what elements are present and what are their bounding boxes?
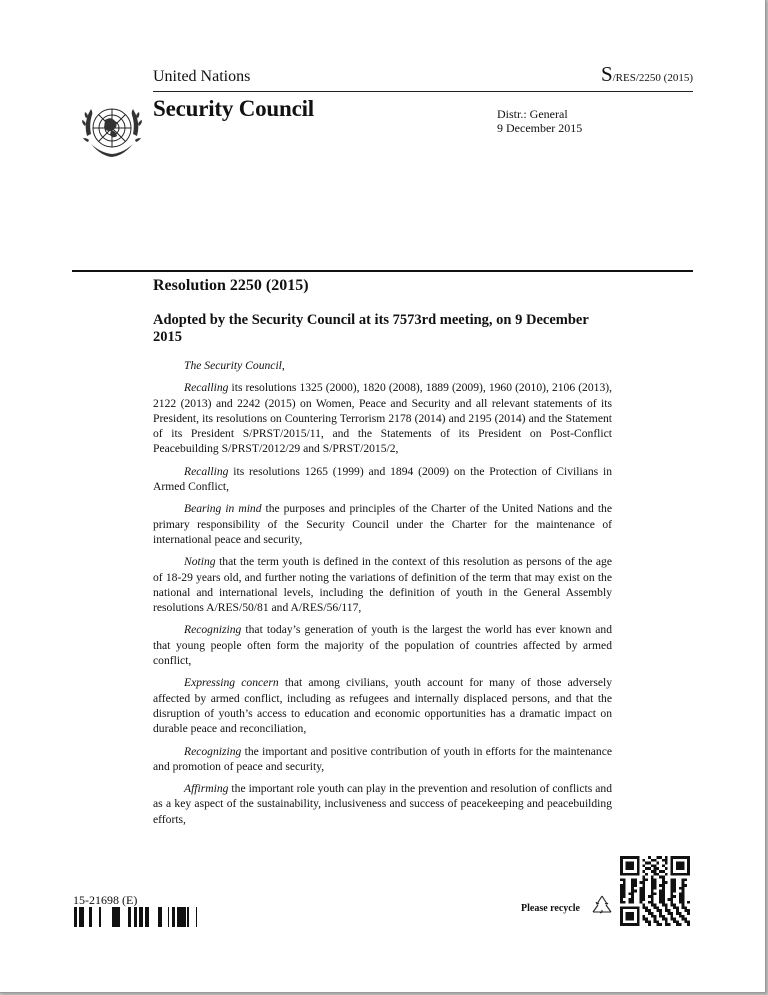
distribution-label: Distr.: General <box>497 107 568 121</box>
recycle-label: Please recycle <box>521 903 580 914</box>
paragraph-text: its resolutions 1265 (1999) and 1894 (2009) on the Protection of Civilians in Armed Conflict, <box>153 464 612 494</box>
paragraph-lead: Noting <box>184 555 216 569</box>
preamble-paragraph <box>153 554 612 615</box>
paragraph-text: its resolutions 1325 (2000), 1820 (2008), 1889 (2009), 1960 (2010), 2106 (2013), 2122 (2013) and 2242 (2015) on Women, Peace and Security and all relevant statements of its President, its resolutions on Countering Terrorism 2178 (2014) and 2195 (2014) and the Statement of its President S/PRST/2015/11, and the Statements of its President on Post-Conflict Peacebuilding S/PRST/2012/29 and S/PRST/2015/2, <box>153 381 612 456</box>
symbol-prefix: S <box>600 62 613 86</box>
issue-date: 9 December 2015 <box>497 121 583 135</box>
resolution-title: Resolution 2250 (2015) <box>153 277 309 294</box>
document-number: 15-21698 (E) <box>73 893 138 907</box>
paragraph-text: that the term youth is defined in the context of this resolution as persons of the age of 18-29 years old, and further noting the variations of definition of the term that may exist on the national and international levels, including the definition of youth in the General Assembly resolutions A/RES/50/81 and A/RES/56/117, <box>153 555 612 615</box>
paragraph-lead: Expressing concern <box>184 676 279 690</box>
preamble-paragraph <box>153 744 612 775</box>
adoption-line: Adopted by the Security Council at its 7573rd meeting, on 9 December 2015 <box>153 312 589 345</box>
title-rule <box>72 270 693 272</box>
paragraph-text: the important and positive contribution of youth in efforts for the maintenance and promotion of peace and security, <box>153 744 612 773</box>
paragraph-lead: The Security Council <box>184 359 282 372</box>
qr-code-icon <box>620 856 690 926</box>
preamble-paragraph <box>153 464 612 495</box>
paragraph-text: the important role youth can play in the prevention and resolution of conflicts and as a key aspect of the sustainability, inclusiveness and success of peacekeeping and peacebuilding efforts, <box>153 782 612 826</box>
paragraph-lead: Recalling <box>184 464 229 478</box>
paragraph-lead: Recognizing <box>184 744 242 758</box>
preamble-paragraph <box>153 622 612 668</box>
distribution-block <box>497 107 582 135</box>
paragraph-text: the purposes and principles of the Charter of the United Nations and the primary responsibility of the Security Council under the Charter for the maintenance of international peace and security, <box>153 502 612 546</box>
paragraph-text: that among civilians, youth account for many of those adversely affected by armed conflict, including as refugees and internally displaced persons, and that the disruption of youth’s access to education and economic opportunities has a dramatic impact on durable peace and reconciliation, <box>153 676 612 736</box>
preamble-paragraph <box>153 380 612 456</box>
preamble-paragraph <box>153 781 612 827</box>
paragraph-text: , <box>281 359 285 372</box>
council-title: Security Council <box>153 96 314 121</box>
paragraph-text: that today’s generation of youth is the largest the world has ever known and that young people often form the majority of the population of countries affected by armed conflict, <box>153 623 612 668</box>
document-symbol <box>601 62 693 87</box>
organization-name: United Nations <box>153 68 251 85</box>
barcode-icon <box>72 907 200 927</box>
un-emblem-icon <box>77 96 147 166</box>
header-rule <box>153 91 693 92</box>
preamble-paragraph <box>153 675 612 736</box>
paragraph-lead: Recognizing <box>184 623 242 637</box>
recycle-icon <box>590 894 614 916</box>
paragraph-lead: Recalling <box>184 381 229 395</box>
paragraph-lead: Affirming <box>184 782 229 796</box>
symbol-rest: /RES/2250 (2015) <box>612 72 693 84</box>
paragraph-lead: Bearing in mind <box>184 502 262 516</box>
preamble-paragraph <box>153 358 612 373</box>
preamble-paragraph <box>153 501 612 547</box>
preamble-body <box>153 358 612 834</box>
